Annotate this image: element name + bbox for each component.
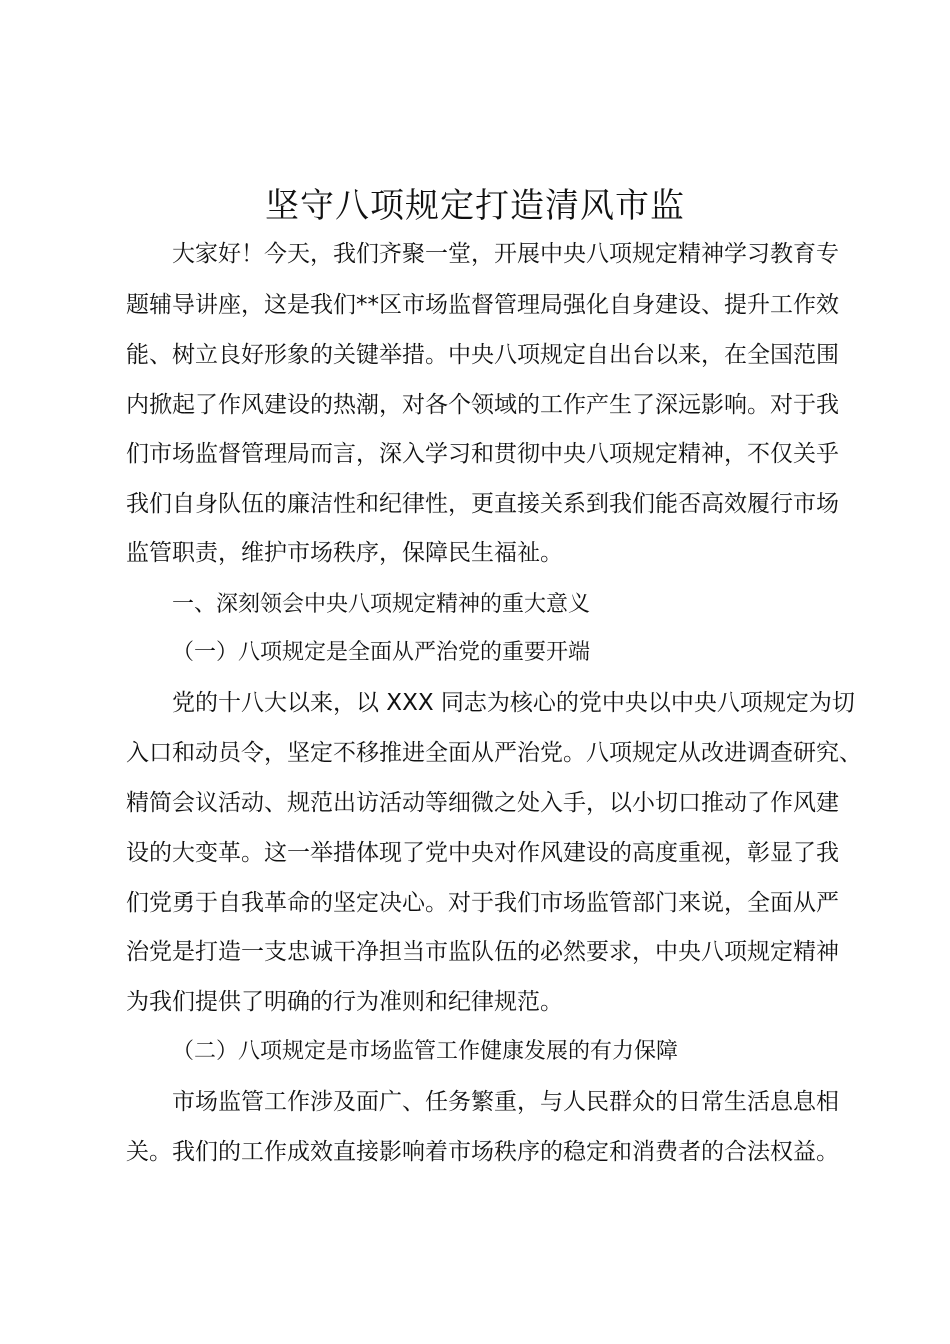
paragraph-line: 们市场监督管理局而言，深入学习和贯彻中央八项规定精神，不仅关乎 bbox=[126, 441, 839, 467]
paragraph-line: 能、树立良好形象的关键举措。中央八项规定自出台以来，在全国范围 bbox=[126, 342, 839, 368]
paragraph-line: 市场监管工作涉及面广、任务繁重，与人民群众的日常生活息息相 bbox=[172, 1089, 839, 1115]
paragraph-line: 关。我们的工作成效直接影响着市场秩序的稳定和消费者的合法权益。 bbox=[126, 1139, 839, 1165]
paragraph-line: 我们自身队伍的廉洁性和纪律性，更直接关系到我们能否高效履行市场 bbox=[126, 491, 839, 517]
paragraph-line: 们党勇于自我革命的坚定决心。对于我们市场监管部门来说，全面从严 bbox=[126, 890, 839, 916]
paragraph-line: 党的十八大以来，以 XXX 同志为核心的党中央以中央八项规定为切 bbox=[172, 690, 855, 716]
paragraph-line: 监管职责，维护市场秩序，保障民生福祉。 bbox=[126, 540, 563, 566]
paragraph-line: 题辅导讲座，这是我们**区市场监督管理局强化自身建设、提升工作效 bbox=[126, 292, 839, 318]
paragraph-line: 设的大变革。这一举措体现了党中央对作风建设的高度重视，彰显了我 bbox=[126, 840, 839, 866]
subsection-heading: （二）八项规定是市场监管工作健康发展的有力保障 bbox=[172, 1039, 679, 1064]
paragraph-line: 大家好！今天，我们齐聚一堂，开展中央八项规定精神学习教育专 bbox=[172, 241, 839, 267]
paragraph-line: 内掀起了作风建设的热潮，对各个领域的工作产生了深远影响。对于我 bbox=[126, 392, 839, 418]
paragraph-line: 入口和动员令，坚定不移推进全面从严治党。八项规定从改进调查研究、 bbox=[126, 740, 862, 766]
paragraph-line: 为我们提供了明确的行为准则和纪律规范。 bbox=[126, 989, 563, 1015]
paragraph-line: 精简会议活动、规范出访活动等细微之处入手，以小切口推动了作风建 bbox=[126, 790, 839, 816]
subsection-heading: （一）八项规定是全面从严治党的重要开端 bbox=[172, 640, 591, 665]
section-heading: 一、深刻领会中央八项规定精神的重大意义 bbox=[172, 592, 591, 617]
document-title: 坚守八项规定打造清风市监 bbox=[265, 186, 685, 226]
paragraph-line: 治党是打造一支忠诚干净担当市监队伍的必然要求，中央八项规定精神 bbox=[126, 939, 839, 965]
